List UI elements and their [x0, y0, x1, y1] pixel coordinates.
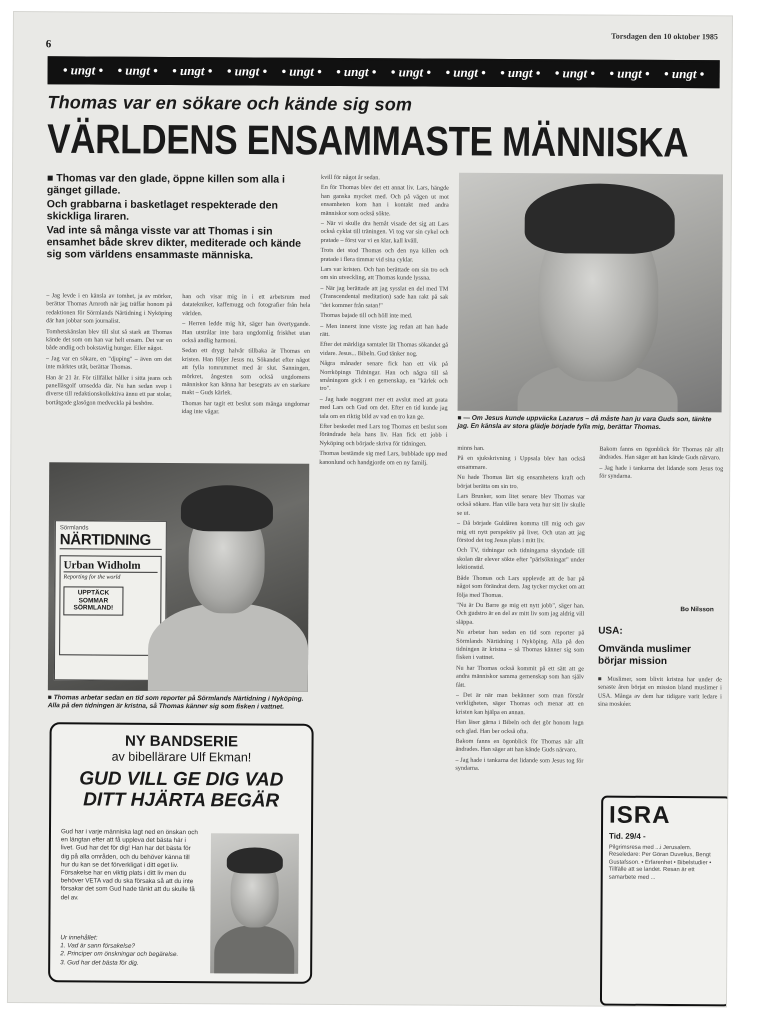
banner-label: • ungt •	[226, 63, 268, 79]
banner-label: • ungt •	[554, 65, 596, 81]
ad-subheading: av bibellärare Ulf Ekman!	[111, 749, 252, 765]
body-paragraph: kvill för något år sedan.	[320, 173, 380, 182]
body-paragraph: Och TV, tidningar och tidningarna skyndade till skolan där elever sökte efter "pärlsökningar" under lektionstid.	[456, 547, 585, 572]
office-photo	[48, 462, 309, 692]
body-paragraph: – Jag hade i tankarna det lidande som Jesus tog för syndarna.	[599, 464, 724, 481]
ad-slogan: GUD VILL GE DIG VAD DITT HJÄRTA BEGÄR	[79, 768, 284, 812]
body-paragraph: – Jag hade i tankarna det lidande som Jesus tog för syndarna.	[455, 756, 584, 773]
article-kicker: Thomas var en sökare och kände sig som	[47, 92, 413, 115]
ad-list-item: 1. Vad är sann försakelse?	[60, 942, 136, 950]
sign-subtitle: Reporting for the world	[63, 574, 121, 581]
body-paragraph: Han är 21 år. För tillfället håller i sitta jeans och panelläsgolf umsedda där. Nu han sedan svep i diverse till redaktionskollektiva ännu ett par stolar, bortåtgade glasögon medveckla på beshöre.	[45, 373, 172, 407]
body-paragraph: Bakom fanns en ögonblick för Thomas när allt ändrades. Han säger att han kände Guds närvaro.	[599, 445, 724, 462]
body-paragraph: Nu arbetar han sedan en tid som reporter på Sörmlands Närtidning i Nyköping. Alla på den tidningen är kristna – så Thomas känner sig som fisken i vattnet.	[456, 628, 585, 662]
person-hair	[181, 485, 273, 532]
body-paragraph: "Nu är Du Barre ge mig ett nytt jobb", säger han. Och gudstro är en del av mitt liv som jag aldrig vill släppa.	[456, 601, 585, 626]
office-caption: ■ Thomas arbetar sedan en tid som reporter på Sörmlands Närtidning i Nyköping. Alla på den tidningen är kristna, så Thomas känner sig som fisken i vattnet.	[47, 694, 304, 711]
body-paragraph: Tomhetskänslan blev till slut så stark att Thomas kände det som om han var helt ensam. Det var en både andlig och bokstavlig hunger. Eller något.	[45, 327, 173, 353]
body-paragraph: – Det är när man bekänner som man förstår verkligheten, säger Thomas och menar att en kristen kan hjälpa en annan.	[455, 691, 584, 716]
section-banner	[48, 56, 720, 88]
article-column-1	[45, 292, 172, 463]
body-paragraph: – När vi skulle dra hemåt visade det sig att Lars också cyklat till träningen. Vi tog var sin cykel och pratade – först var vi en klar, kall kväll.	[320, 219, 449, 245]
sign-small-text: Sörmlands	[59, 525, 89, 532]
ad-body: Gud har i varje människa lagt ned en önskan och en längtan efter att få uppleva det bästa här i livet. Gud har det för dig! Han har det bästa för dig på alla områden, och du behöver känna till hur du kan se det förverkligat i ditt eget liv. Försakelse har en viktig plats i ditt liv men du behöver VETA vad du ska försaka så att du inte försakar det som Gud hade tänkt att du skulle få del av.	[60, 828, 198, 902]
body-paragraph: Lars Brunker, som litet senare blev Thomas var också sökare. Han ville bara veta hur sitt liv skulle se ut.	[456, 492, 586, 517]
ingress-paragraph: Och grabbarna i basketlaget respekterade den skickliga liraren.	[46, 198, 278, 223]
ad-author-photo	[210, 833, 299, 974]
page-date: Torsdagen den 10 oktober 1985	[611, 31, 718, 42]
sign-poster	[59, 555, 162, 656]
sign-stamp: UPPTÄCK SOMMAR SÖRMLAND!	[63, 586, 123, 615]
body-paragraph: Trots det stod Thomas och den nya killen och pratade i flera timmar vid sina cyklar.	[320, 247, 449, 264]
body-paragraph: Efter beskedet med Lars tog Thomas ett beslut som förändrade hela hans liv. Han fick ett jobb i Nyköping och började skriva för tidningen.	[319, 422, 448, 448]
banner-label: • ungt •	[609, 65, 650, 81]
bandserie-ad	[48, 722, 314, 984]
body-paragraph: På en sjukskrivning i Uppsala blev han också ensammare.	[457, 455, 586, 471]
sidebar-byline: Bo Nilsson	[680, 606, 714, 614]
portrait-caption: ■ — Om Jesus kunde uppväcka Lazarus – då måste han ju vara Guds son, tänkte jag. En känsla av stora glädje började fylla mig, berättar Thomas.	[457, 414, 712, 432]
banner-label: • ungt •	[281, 63, 322, 79]
israel-ad	[600, 796, 731, 1007]
body-paragraph: Thomas har tagit ett beslut som många ungdomar idag inte vågar.	[181, 399, 310, 416]
body-paragraph: – Då började Guldåren komma till mig och gav mig ett nytt perspektiv på livet. Och utan att jag förstod det tog Jesus plats i mitt liv.	[456, 519, 585, 545]
article-headline: VÄRLDENS ENSAMMASTE MÄNNISKA	[47, 116, 689, 167]
body-paragraph: Thomas bajade till och höll inte med.	[320, 311, 413, 320]
body-paragraph: Lars var kristen. Och han berättade om sin tro och om sin utveckling, att Thomas kunde lyssna.	[320, 265, 449, 283]
ad-list-title: Ur innehållet:	[60, 934, 98, 942]
banner-label: • ungt •	[390, 64, 432, 80]
body-paragraph: Både Thomas och Lars upplevde att de bar på något som förändrat dem. Jag tycker mycket om att följa med Thomas.	[456, 574, 585, 599]
newspaper-page	[8, 12, 732, 1006]
ad-list-item: 3. Gud har det bästa för dig.	[60, 958, 139, 967]
body-paragraph: Efter det märkliga samtalet lät Thomas sökandet gå vidare. Jesus... Bibeln. Gud tänker nog.	[319, 341, 448, 358]
page-number: 6	[45, 38, 52, 51]
portrait-photo	[458, 173, 723, 413]
banner-label: • ungt •	[62, 62, 104, 78]
usa-headline: Omvända muslimer börjar mission	[598, 643, 691, 668]
body-paragraph: ■ Muslimer, som blivit kristna har under de senaste åren börjat en mission bland muslimer i USA. Många av dem har tidigare varit ledare i sina moskéer.	[597, 675, 722, 709]
body-paragraph: Nu hade Thomas lärt sig ensamhetens kraft och börjat berätta om sin tro.	[457, 473, 586, 490]
israel-ad-body: Pilgrimsresa med ...i Jerusalem. Reseledare: Per Göran Duvelius, Bengt Gustafsson. • Erfarenhet • Bibelstudier • Tillfälle att se landet. Resan är ett samarbete med ...	[608, 844, 712, 881]
sidebar-column	[598, 446, 723, 617]
body-paragraph: En för Thomas blev det ett annat liv. Lars, hängde han ganska mycket med. Och på vägen ut mot ensamheten kom han i kontakt med andra människor som också sökte.	[320, 184, 449, 217]
body-paragraph: – Jag levde i en känsla av tomhet, ja av mörker, berättar Thomas Arnroth när jag träffar honom på redaktionen för Sörmlands Närtidning i Nyköping där han jobbar som journalist.	[46, 292, 173, 325]
ingress-paragraph: Vad inte så många visste var att Thomas i sin ensamhet både skrev dikter, mediterade och kände sig som världens ensammaste människa.	[46, 223, 302, 262]
article-column-3	[316, 174, 449, 1005]
body-paragraph: Thomas bestämde sig med Lars, bubblade upp med kanonlund och handgjorde om en ny familj.	[319, 450, 448, 467]
israel-ad-subtitle: Tid. 29/4 -	[608, 831, 646, 841]
ad-contents-list	[60, 934, 210, 968]
body-paragraph: Några månader senare fick han ett vik på Norrköpings Tidningar. Han och några till så småningom gick i en gemenskap, en "kärlek och tro".	[319, 360, 448, 393]
portrait-hair	[525, 183, 675, 254]
article-ingress	[46, 172, 311, 263]
body-paragraph: – Jag hade noggrant mer ett avslut med att prata med Lars och Gud om det. Efter en tid kunde jag tala om en riktig bild av vad en tro kan ge.	[319, 395, 448, 421]
body-paragraph: minns han.	[457, 444, 485, 452]
sign-title: NÄRTIDNING	[60, 531, 162, 550]
usa-body	[597, 676, 722, 787]
banner-label: • ungt •	[117, 62, 158, 78]
body-paragraph: – Herren ledde mig hit, säger han övertygande. Han utstrålar inte bara ungdomlig friskhet utan också andlig harmoni.	[181, 320, 311, 345]
body-paragraph: Han läser gärna i Bibeln och det gör honom lugn och glad. Han ber också ofta.	[455, 718, 584, 735]
body-paragraph: Sedan ett drygt halvår tillbaka är Thomas en kristen. Han följer Jesus nu. Sökandet efter något att fylla tomrummet med är slut. Sanningen, mörkret, ångesten som också ungdomens människor kan känna har besegrats av en starkare makt – Guds kärlek.	[181, 347, 310, 397]
ad-heading: NY BANDSERIE	[124, 732, 239, 751]
ad-list-item: 2. Principer om önskningar och begärelse.	[60, 950, 179, 959]
ingress-paragraph: ■ Thomas var den glade, öppne killen som alla i gänget gillade.	[46, 172, 286, 198]
article-column-4	[454, 445, 585, 1006]
author-shoulders	[214, 925, 294, 974]
banner-label: • ungt •	[664, 65, 705, 82]
body-paragraph: – Jag var en sökare, en "djuping" – även om det inte märktes utåt, berättar Thomas.	[45, 355, 172, 371]
sign-name: Urban Widholm	[64, 559, 158, 573]
article-column-2	[181, 293, 310, 464]
body-paragraph: – När jag berättade att jag sysslat en del med TM (Transcendental meditation) sade han rakt på sak "det kommer från satan!"	[320, 284, 449, 309]
person-shoulders	[148, 603, 309, 692]
body-paragraph: – Men innerst inne visste jag redan att han hade rätt.	[320, 322, 449, 338]
usa-label: USA:	[598, 625, 623, 637]
body-paragraph: Bakom fanns en ögonblick för Thomas när allt ändrades. Han säger att han kände Guds närvaro.	[455, 737, 584, 754]
banner-label: • ungt •	[336, 63, 377, 80]
banner-label: • ungt •	[172, 62, 213, 79]
banner-label: • ungt •	[500, 64, 541, 81]
author-hair	[227, 847, 283, 873]
israel-ad-title: ISRA	[609, 801, 671, 830]
body-paragraph: Nu har Thomas också kommit på ett sätt att ge andra människor samma gemenskap som han själv fått.	[455, 664, 585, 689]
banner-label: • ungt •	[445, 64, 486, 80]
body-paragraph: han och visar mig in i ett arbetsrum med datatekniker, kaffemugg och fotografier från hela världen.	[182, 293, 311, 317]
